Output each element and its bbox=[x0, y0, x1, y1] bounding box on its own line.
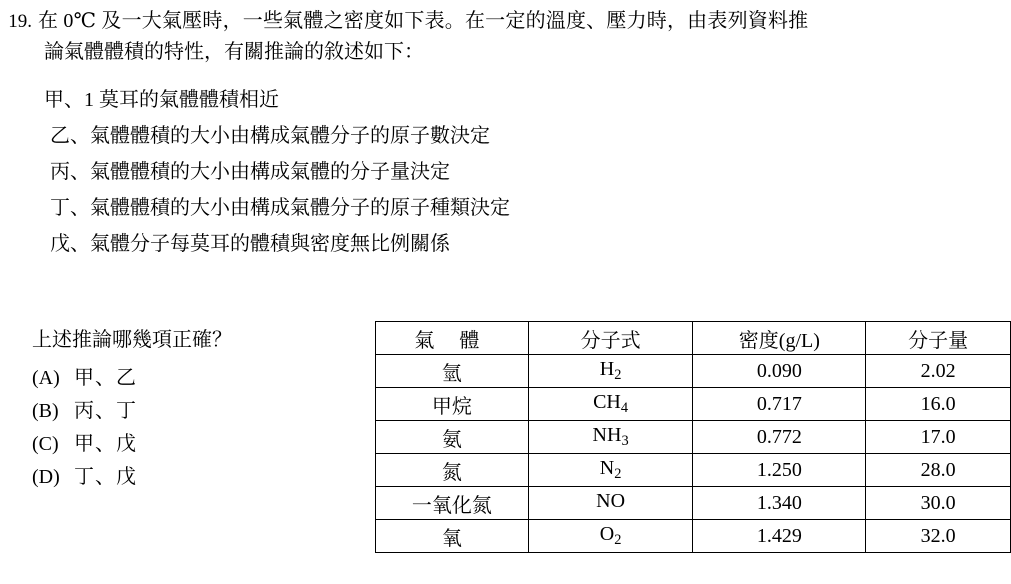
cell-density: 0.090 bbox=[693, 355, 866, 388]
table-header-row bbox=[376, 322, 1011, 355]
statement-bing: 丙、氣體體積的大小由構成氣體的分子量決定 bbox=[50, 161, 450, 183]
table-row bbox=[376, 487, 1011, 520]
table-row bbox=[376, 520, 1011, 553]
formula-main: O bbox=[599, 522, 615, 545]
cell-gas: 一氧化氮 bbox=[376, 487, 529, 520]
formula-subscript: 2 bbox=[614, 532, 622, 549]
table-row bbox=[376, 454, 1011, 487]
cell-molar-mass: 30.0 bbox=[866, 487, 1011, 520]
cell-density: 1.340 bbox=[693, 487, 866, 520]
formula-main: N bbox=[599, 456, 615, 479]
header-molar-mass: 分子量 bbox=[866, 322, 1011, 355]
question-prompt: 上述推論哪幾項正確？ bbox=[32, 329, 232, 351]
option-b[interactable] bbox=[32, 395, 137, 428]
answer-options bbox=[32, 362, 137, 494]
formula-main: CH bbox=[593, 390, 621, 413]
option-a[interactable] bbox=[32, 362, 137, 395]
cell-formula bbox=[528, 388, 693, 421]
cell-gas: 氫 bbox=[376, 355, 529, 388]
gas-data-table bbox=[375, 321, 1011, 553]
question-line-2: 論氣體體積的特性，有關推論的敘述如下： bbox=[44, 41, 424, 63]
table-row bbox=[376, 388, 1011, 421]
table-row bbox=[376, 355, 1011, 388]
cell-density: 1.429 bbox=[693, 520, 866, 553]
option-b-text: 丙、丁 bbox=[74, 400, 137, 422]
question-first-line bbox=[8, 6, 1003, 37]
cell-density: 0.772 bbox=[693, 421, 866, 454]
cell-gas: 氮 bbox=[376, 454, 529, 487]
cell-gas: 甲烷 bbox=[376, 388, 529, 421]
formula-subscript: 2 bbox=[614, 466, 622, 483]
cell-gas: 氨 bbox=[376, 421, 529, 454]
cell-molar-mass: 17.0 bbox=[866, 421, 1011, 454]
statement-list bbox=[44, 82, 944, 262]
statement-yi: 乙、氣體體積的大小由構成氣體分子的原子數決定 bbox=[50, 125, 490, 147]
table-row bbox=[376, 421, 1011, 454]
cell-formula bbox=[528, 454, 693, 487]
formula-main: NH bbox=[592, 423, 622, 446]
cell-formula bbox=[528, 487, 693, 520]
cell-density: 0.717 bbox=[693, 388, 866, 421]
option-b-label: (B) bbox=[32, 400, 59, 422]
header-gas: 氣 體 bbox=[376, 322, 529, 355]
cell-molar-mass: 32.0 bbox=[866, 520, 1011, 553]
cell-molar-mass: 2.02 bbox=[866, 355, 1011, 388]
question-line-1: 在 0℃ 及一大氣壓時，一些氣體之密度如下表。在一定的溫度、壓力時，由表列資料推 bbox=[38, 10, 809, 32]
cell-molar-mass: 16.0 bbox=[866, 388, 1011, 421]
cell-formula bbox=[528, 520, 693, 553]
formula-subscript: 4 bbox=[620, 400, 629, 417]
cell-density: 1.250 bbox=[693, 454, 866, 487]
option-c[interactable] bbox=[32, 428, 137, 461]
option-c-text: 甲、戊 bbox=[74, 433, 137, 455]
option-a-label: (A) bbox=[32, 367, 60, 389]
question-number: 19. bbox=[8, 11, 32, 32]
option-d[interactable] bbox=[32, 461, 137, 494]
cell-formula bbox=[528, 421, 693, 454]
option-c-label: (C) bbox=[32, 433, 59, 455]
cell-formula bbox=[528, 355, 693, 388]
option-a-text: 甲、乙 bbox=[74, 367, 137, 389]
statement-wu: 戊、氣體分子每莫耳的體積與密度無比例關係 bbox=[50, 233, 450, 255]
option-d-text: 丁、戊 bbox=[74, 466, 137, 488]
option-d-label: (D) bbox=[32, 466, 60, 488]
gas-data-table-wrapper bbox=[375, 321, 1011, 553]
statement-jia: 甲、1 莫耳的氣體體積相近 bbox=[44, 89, 279, 111]
header-formula: 分子式 bbox=[528, 322, 693, 355]
question-stem bbox=[8, 6, 1003, 68]
header-density: 密度(g/L) bbox=[693, 322, 866, 355]
statement-ding: 丁、氣體體積的大小由構成氣體分子的原子種類決定 bbox=[50, 197, 510, 219]
formula-main: NO bbox=[596, 489, 626, 512]
formula-subscript: 3 bbox=[621, 433, 629, 450]
cell-molar-mass: 28.0 bbox=[866, 454, 1011, 487]
formula-subscript: 2 bbox=[614, 367, 622, 384]
cell-gas: 氧 bbox=[376, 520, 529, 553]
formula-main: H bbox=[599, 357, 615, 380]
